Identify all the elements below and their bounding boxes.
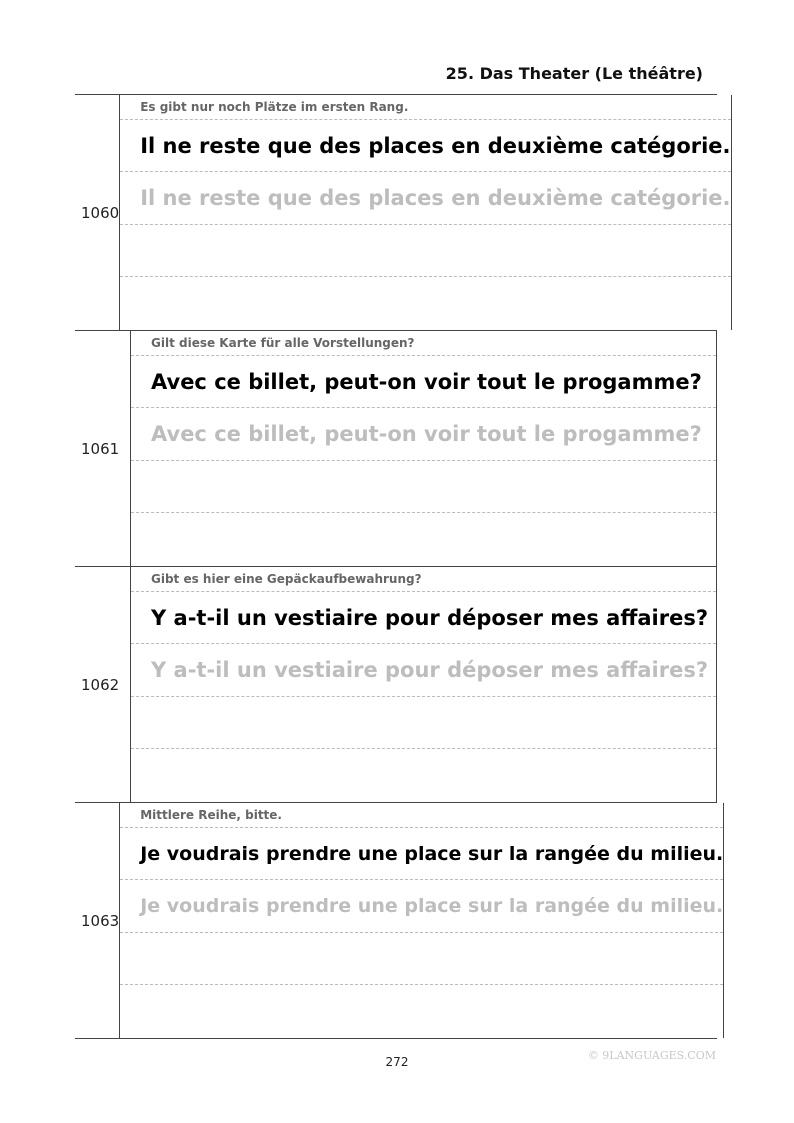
trace-sentence: Je voudrais prendre une place sur la rangée du milieu.: [140, 895, 724, 918]
target-sentence-line: [120, 828, 723, 881]
blank-writing-line: [120, 277, 730, 330]
blank-writing-line: [120, 985, 723, 1038]
practice-sheet: [75, 94, 731, 1039]
source-sentence: Es gibt nur noch Plätze im ersten Rang.: [120, 95, 730, 120]
target-sentence-line: [131, 592, 716, 645]
page-number: 272: [385, 1055, 409, 1069]
watermark: © 9LANGUAGES.COM: [587, 1049, 716, 1062]
page-title: 25. Das Theater (Le théâtre): [445, 64, 703, 83]
trace-sentence-line: [131, 644, 716, 697]
trace-sentence-line: [120, 172, 730, 225]
blank-writing-line: [120, 933, 723, 986]
target-sentence: Avec ce billet, peut-on voir tout le progamme?: [151, 369, 702, 394]
trace-sentence-line: [131, 408, 716, 461]
entry-lines: [131, 331, 717, 566]
entry-number: 1063: [75, 803, 120, 1038]
entry-number: 1062: [75, 567, 131, 802]
trace-sentence: Y a-t-il un vestiaire pour déposer mes affaires?: [151, 658, 709, 683]
practice-entry: [75, 567, 717, 803]
blank-writing-line: [131, 461, 716, 514]
practice-entry: [75, 803, 724, 1039]
entry-number: 1061: [75, 331, 131, 566]
trace-sentence: Il ne reste que des places en deuxième catégorie.: [140, 186, 731, 211]
target-sentence: Je voudrais prendre une place sur la rangée du milieu.: [140, 842, 724, 865]
entry-lines: [131, 567, 717, 802]
source-sentence: Gilt diese Karte für alle Vorstellungen?: [131, 331, 716, 356]
source-sentence: Mittlere Reihe, bitte.: [120, 803, 723, 828]
entry-lines: [120, 95, 731, 330]
trace-sentence: Avec ce billet, peut-on voir tout le progamme?: [151, 422, 702, 447]
practice-entry: [75, 331, 717, 567]
blank-writing-line: [131, 749, 716, 802]
trace-sentence-line: [120, 880, 723, 933]
target-sentence-line: [120, 120, 730, 173]
target-sentence-line: [131, 356, 716, 409]
entry-number: 1060: [75, 95, 120, 330]
practice-entry: [75, 95, 731, 331]
blank-writing-line: [131, 697, 716, 750]
entry-lines: [120, 803, 724, 1038]
blank-writing-line: [120, 225, 730, 278]
blank-writing-line: [131, 513, 716, 566]
target-sentence: Y a-t-il un vestiaire pour déposer mes affaires?: [151, 605, 709, 630]
target-sentence: Il ne reste que des places en deuxième catégorie.: [140, 133, 731, 158]
source-sentence: Gibt es hier eine Gepäckaufbewahrung?: [131, 567, 716, 592]
